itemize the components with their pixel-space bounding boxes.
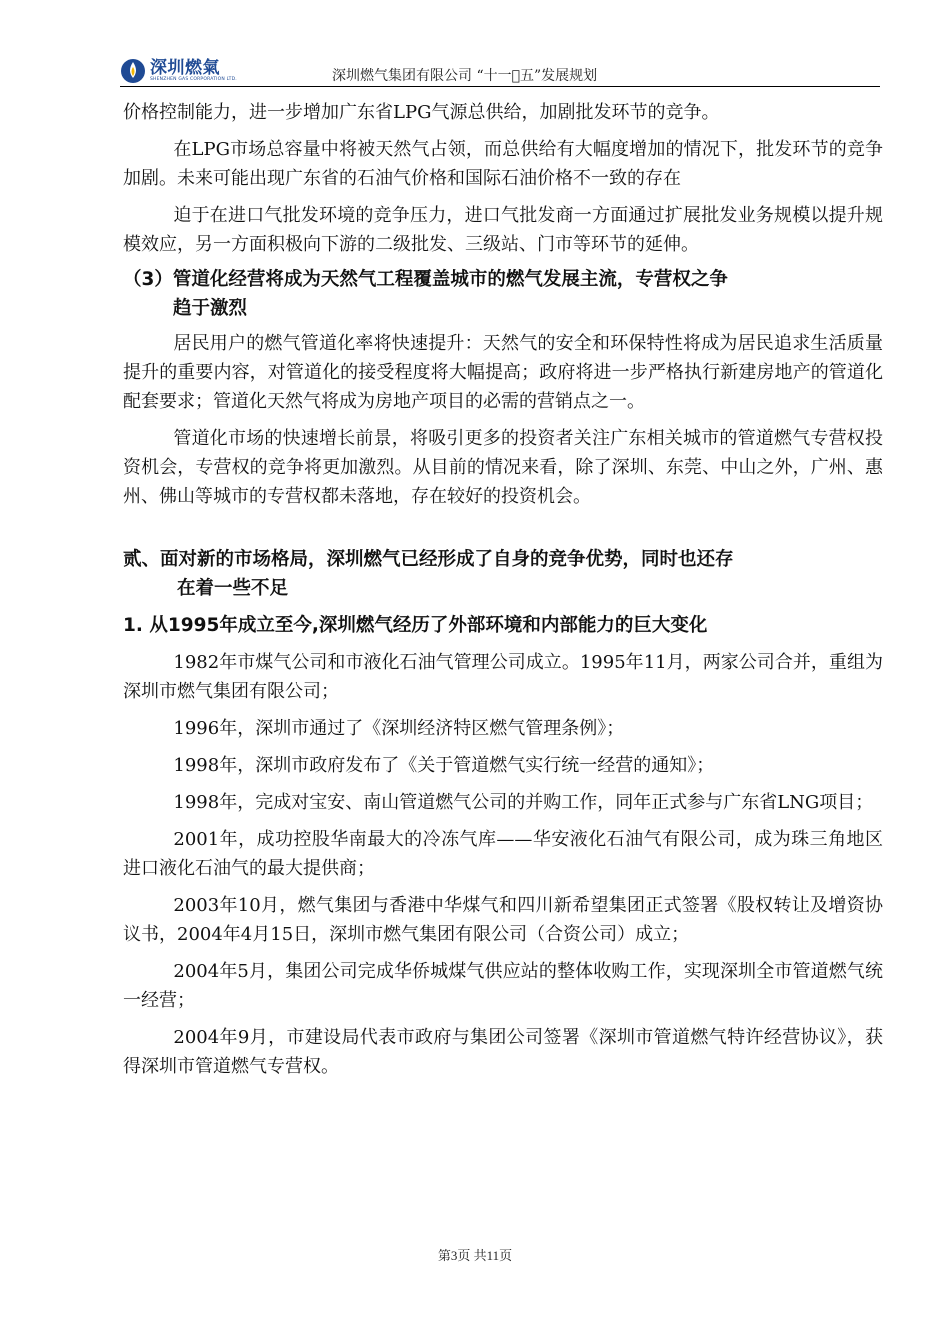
paragraph-1: 价格控制能力，进一步增加广东省LPG气源总供给，加剧批发环节的竞争。 xyxy=(123,102,720,123)
paragraph-5: 管道化市场的快速增长前景，将吸引更多的投资者关注广东相关城市的管道燃气专营权投资机会，专营权的竞争将更加激烈。从目前的情况来看，除了深圳、东莞、中山之外，广州、惠州、佛山等城市的专营权都未落地，存在较好的投资机会。 xyxy=(123,428,883,507)
company-logo xyxy=(120,58,237,84)
section-heading-3-line-2: 趋于激烈 xyxy=(173,298,248,319)
page-number-footer: 第3页 共11页 xyxy=(437,1248,513,1263)
logo-chinese-name: 深圳燃氣 xyxy=(150,57,220,78)
paragraph-4: 居民用户的燃气管道化率将快速提升：天然气的安全和环保特性将成为居民追求生活质量提升的重要内容，对管道化的接受程度将大幅提高；政府将进一步严格执行新建房地产的管道化配套要求；管道化天然气将成为房地产项目的必需的营销点之一。 xyxy=(123,333,883,412)
history-item-1998-merger: 1998年，完成对宝安、南山管道燃气公司的并购工作，同年正式参与广东省LNG项目； xyxy=(173,792,874,813)
history-item-2003: 2003年10月，燃气集团与香港中华煤气和四川新希望集团正式签署《股权转让及增资协议书，2004年4月15日，深圳市燃气集团有限公司（合资公司）成立； xyxy=(123,895,883,945)
history-item-2001: 2001年，成功控股华南最大的冷冻气库——华安液化石油气有限公司，成为珠三角地区进口液化石油气的最大提供商； xyxy=(123,829,883,879)
page-body xyxy=(123,98,883,1081)
chapter-heading-2 xyxy=(123,545,883,603)
chapter-heading-2-line-2: 在着一些不足 xyxy=(177,578,289,599)
history-item-2004-sep: 2004年9月，市建设局代表市政府与集团公司签署《深圳市管道燃气特许经营协议》，获得深圳市管道燃气专营权。 xyxy=(123,1027,883,1077)
section-heading-3 xyxy=(123,265,883,323)
history-item-2004-may: 2004年5月，集团公司完成华侨城煤气供应站的整体收购工作，实现深圳全市管道燃气统一经营； xyxy=(123,961,883,1011)
history-item-1982: 1982年市煤气公司和市液化石油气管理公司成立。1995年11月，两家公司合并，重组为深圳市燃气集团有限公司； xyxy=(123,652,883,702)
paragraph-2: 在LPG市场总容量中将被天然气占领，而总供给有大幅度增加的情况下，批发环节的竞争加剧。未来可能出现广东省的石油气价格和国际石油价格不一致的存在 xyxy=(123,139,883,189)
page-header xyxy=(120,52,880,87)
section-heading-3-line-1: （3）管道化经营将成为天然气工程覆盖城市的燃气发展主流，专营权之争 xyxy=(123,269,728,290)
gas-flame-logo-icon xyxy=(120,58,146,84)
paragraph-3: 迫于在进口气批发环境的竞争压力，进口气批发商一方面通过扩展批发业务规模以提升规模效应，另一方面积极向下游的二级批发、三级站、门市等环节的延伸。 xyxy=(123,205,883,255)
chapter-heading-2-line-1: 贰、面对新的市场格局，深圳燃气已经形成了自身的竞争优势，同时也还存 xyxy=(123,549,734,570)
logo-english-name: SHENZHEN GAS CORPORATION LTD. xyxy=(150,76,237,82)
subsection-heading-1: 1. 从1995年成立至今,深圳燃气经历了外部环境和内部能力的巨大变化 xyxy=(123,615,708,636)
history-item-1996: 1996年，深圳市通过了《深圳经济特区燃气管理条例》； xyxy=(173,718,625,739)
history-item-1998-notice: 1998年，深圳市政府发布了《关于管道燃气实行统一经营的通知》； xyxy=(173,755,715,776)
document-header-title: 深圳燃气集团有限公司 “十一􀀀五”发展规划 xyxy=(332,68,598,84)
